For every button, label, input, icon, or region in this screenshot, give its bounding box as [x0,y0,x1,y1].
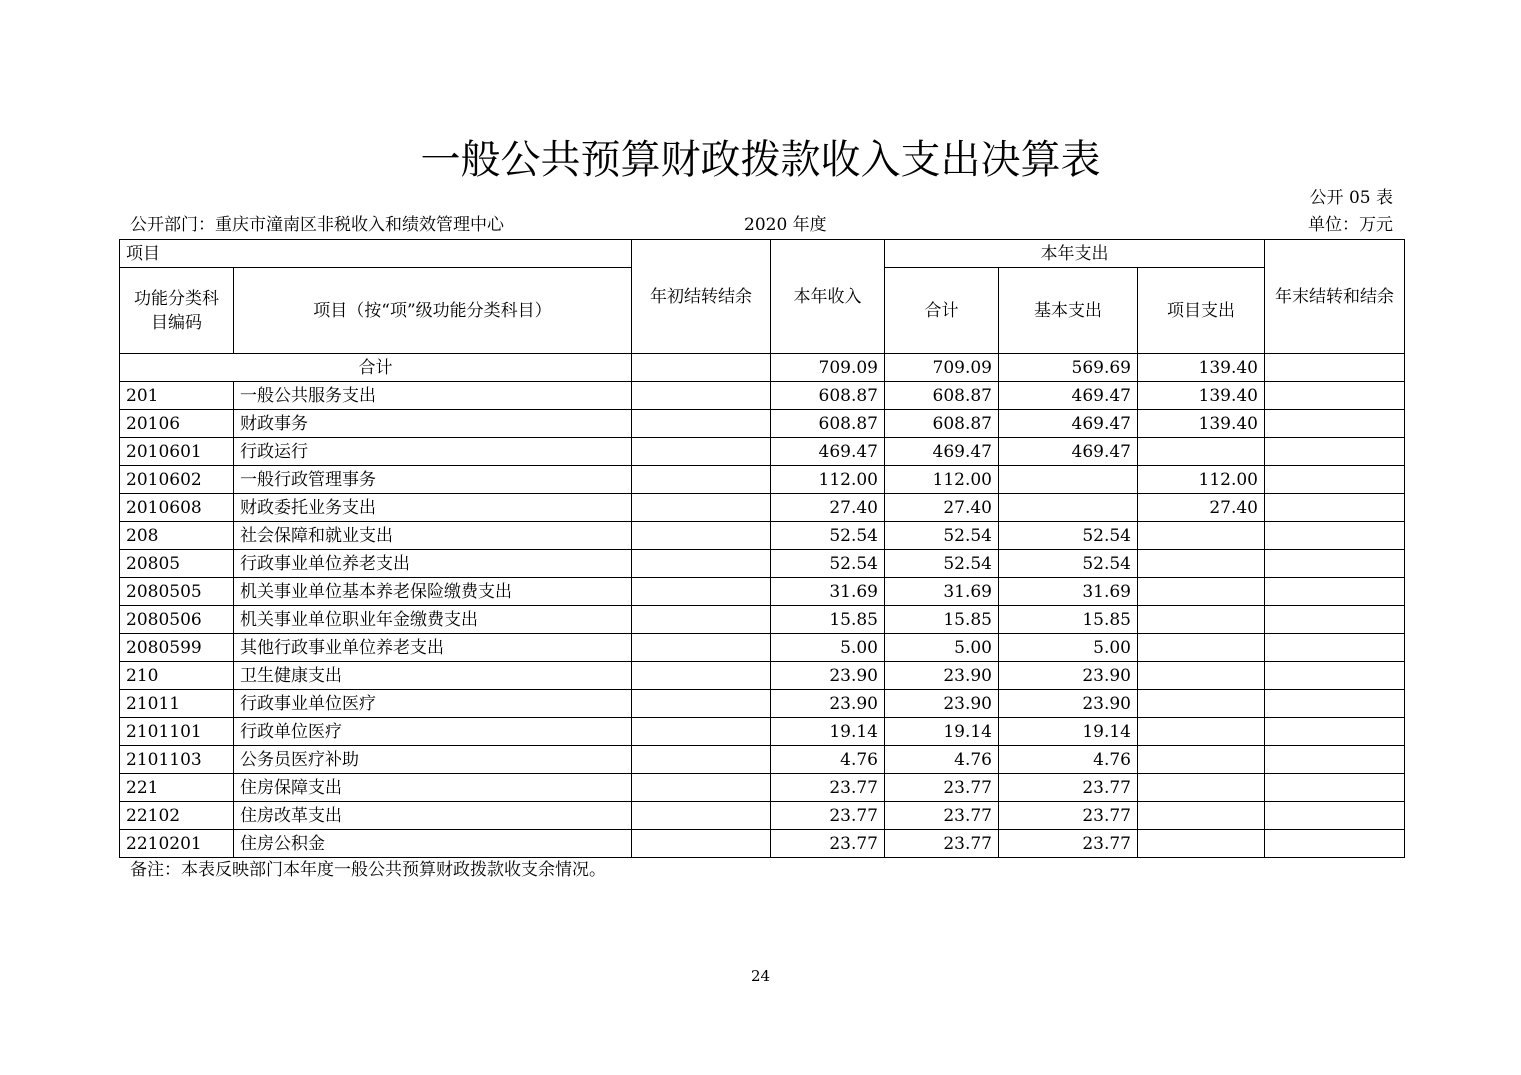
cell-opening [632,578,771,606]
header-item-name: 项目（按“项”级功能分类科目） [234,268,632,354]
cell-project: 112.00 [1138,466,1265,494]
footnote: 备注：本表反映部门本年度一般公共预算财政拨款收支余情况。 [130,860,606,880]
cell-basic: 4.76 [999,746,1138,774]
table-row [120,382,1405,410]
cell-closing [1265,578,1405,606]
cell-closing [1265,802,1405,830]
cell-opening [632,606,771,634]
header-basic: 基本支出 [999,268,1138,354]
total-income: 709.09 [771,354,885,382]
cell-closing [1265,634,1405,662]
cell-basic: 469.47 [999,382,1138,410]
page-number: 24 [750,967,771,985]
cell-total: 52.54 [885,550,999,578]
cell-opening [632,718,771,746]
fiscal-year: 2020 年度 [744,215,827,235]
cell-item-name: 行政事业单位医疗 [234,690,632,718]
cell-project [1138,606,1265,634]
cell-opening [632,690,771,718]
cell-project [1138,746,1265,774]
cell-income: 469.47 [771,438,885,466]
cell-item-name: 公务员医疗补助 [234,746,632,774]
cell-income: 15.85 [771,606,885,634]
cell-project: 139.40 [1138,410,1265,438]
cell-item-name: 一般行政管理事务 [234,466,632,494]
table-row [120,494,1405,522]
cell-item-name: 行政事业单位养老支出 [234,550,632,578]
cell-basic: 23.77 [999,830,1138,858]
total-basic: 569.69 [999,354,1138,382]
cell-code: 221 [120,774,234,802]
table-row [120,522,1405,550]
header-project: 项目支出 [1138,268,1265,354]
cell-basic [999,466,1138,494]
cell-basic: 19.14 [999,718,1138,746]
cell-basic: 5.00 [999,634,1138,662]
cell-opening [632,410,771,438]
cell-income: 608.87 [771,382,885,410]
cell-project [1138,550,1265,578]
cell-closing [1265,494,1405,522]
cell-code: 2010601 [120,438,234,466]
cell-project [1138,718,1265,746]
cell-closing [1265,830,1405,858]
header-total: 合计 [885,268,999,354]
table-row [120,802,1405,830]
cell-total: 23.90 [885,690,999,718]
cell-total: 31.69 [885,578,999,606]
table-row [120,690,1405,718]
cell-item-name: 住房改革支出 [234,802,632,830]
budget-table [119,239,1405,858]
header-row-1 [120,240,1405,268]
cell-code: 2101101 [120,718,234,746]
cell-project [1138,690,1265,718]
cell-total: 23.77 [885,774,999,802]
table-row [120,634,1405,662]
cell-project: 27.40 [1138,494,1265,522]
cell-opening [632,746,771,774]
cell-item-name: 一般公共服务支出 [234,382,632,410]
cell-closing [1265,662,1405,690]
cell-opening [632,466,771,494]
header-code: 功能分类科目编码 [120,268,234,354]
cell-income: 31.69 [771,578,885,606]
cell-income: 23.77 [771,802,885,830]
cell-project [1138,774,1265,802]
cell-opening [632,662,771,690]
cell-basic: 52.54 [999,522,1138,550]
cell-basic: 469.47 [999,410,1138,438]
total-closing [1265,354,1405,382]
page-title: 一般公共预算财政拨款收入支出决算表 [420,137,1101,183]
table-row [120,718,1405,746]
cell-project [1138,578,1265,606]
cell-income: 112.00 [771,466,885,494]
cell-total: 23.77 [885,802,999,830]
table-row [120,830,1405,858]
cell-code: 2010608 [120,494,234,522]
cell-project [1138,634,1265,662]
cell-code: 2080506 [120,606,234,634]
cell-basic [999,494,1138,522]
header-item: 项目 [120,240,632,268]
cell-closing [1265,438,1405,466]
cell-code: 22102 [120,802,234,830]
cell-closing [1265,550,1405,578]
cell-total: 608.87 [885,410,999,438]
cell-basic: 23.77 [999,802,1138,830]
cell-code: 20805 [120,550,234,578]
cell-opening [632,550,771,578]
cell-code: 2080599 [120,634,234,662]
table-row [120,466,1405,494]
cell-total: 52.54 [885,522,999,550]
cell-opening [632,522,771,550]
cell-basic: 15.85 [999,606,1138,634]
cell-income: 52.54 [771,522,885,550]
cell-basic: 23.90 [999,690,1138,718]
cell-code: 208 [120,522,234,550]
cell-project [1138,522,1265,550]
cell-opening [632,802,771,830]
cell-total: 112.00 [885,466,999,494]
total-row [120,354,1405,382]
cell-code: 2210201 [120,830,234,858]
cell-income: 27.40 [771,494,885,522]
cell-total: 5.00 [885,634,999,662]
cell-opening [632,830,771,858]
total-project: 139.40 [1138,354,1265,382]
cell-closing [1265,690,1405,718]
cell-opening [632,494,771,522]
cell-income: 23.77 [771,830,885,858]
cell-item-name: 社会保障和就业支出 [234,522,632,550]
cell-income: 23.77 [771,774,885,802]
department-label: 公开部门：重庆市潼南区非税收入和绩效管理中心 [130,215,504,235]
total-label: 合计 [120,354,632,382]
cell-code: 20106 [120,410,234,438]
cell-project [1138,662,1265,690]
table-row [120,550,1405,578]
cell-project [1138,830,1265,858]
cell-closing [1265,382,1405,410]
cell-item-name: 其他行政事业单位养老支出 [234,634,632,662]
total-opening [632,354,771,382]
cell-total: 19.14 [885,718,999,746]
cell-closing [1265,746,1405,774]
cell-total: 608.87 [885,382,999,410]
cell-code: 21011 [120,690,234,718]
header-opening-balance: 年初结转结余 [632,240,771,354]
cell-basic: 469.47 [999,438,1138,466]
table-row [120,662,1405,690]
table-row [120,606,1405,634]
cell-code: 210 [120,662,234,690]
form-number: 公开 05 表 [1309,188,1393,208]
cell-total: 4.76 [885,746,999,774]
cell-closing [1265,718,1405,746]
cell-item-name: 财政委托业务支出 [234,494,632,522]
table-row [120,578,1405,606]
cell-income: 4.76 [771,746,885,774]
table-row [120,438,1405,466]
table-row [120,774,1405,802]
cell-total: 23.90 [885,662,999,690]
cell-total: 23.77 [885,830,999,858]
header-current-expense: 本年支出 [885,240,1265,268]
cell-opening [632,382,771,410]
cell-income: 19.14 [771,718,885,746]
cell-item-name: 行政运行 [234,438,632,466]
cell-closing [1265,522,1405,550]
cell-income: 23.90 [771,690,885,718]
cell-closing [1265,606,1405,634]
cell-income: 23.90 [771,662,885,690]
cell-item-name: 财政事务 [234,410,632,438]
cell-closing [1265,410,1405,438]
cell-item-name: 住房公积金 [234,830,632,858]
cell-project: 139.40 [1138,382,1265,410]
cell-basic: 31.69 [999,578,1138,606]
cell-project [1138,802,1265,830]
header-closing-balance: 年末结转和结余 [1265,240,1405,354]
cell-item-name: 住房保障支出 [234,774,632,802]
unit-label: 单位：万元 [1308,215,1393,235]
cell-total: 27.40 [885,494,999,522]
cell-opening [632,774,771,802]
cell-income: 5.00 [771,634,885,662]
cell-item-name: 卫生健康支出 [234,662,632,690]
cell-closing [1265,774,1405,802]
cell-total: 15.85 [885,606,999,634]
header-current-income: 本年收入 [771,240,885,354]
cell-income: 608.87 [771,410,885,438]
cell-project [1138,438,1265,466]
cell-total: 469.47 [885,438,999,466]
cell-closing [1265,466,1405,494]
cell-opening [632,634,771,662]
cell-code: 2080505 [120,578,234,606]
cell-code: 2101103 [120,746,234,774]
cell-item-name: 行政单位医疗 [234,718,632,746]
cell-basic: 52.54 [999,550,1138,578]
cell-item-name: 机关事业单位职业年金缴费支出 [234,606,632,634]
cell-income: 52.54 [771,550,885,578]
total-total: 709.09 [885,354,999,382]
cell-basic: 23.90 [999,662,1138,690]
cell-basic: 23.77 [999,774,1138,802]
cell-code: 201 [120,382,234,410]
table-row [120,410,1405,438]
cell-opening [632,438,771,466]
table-row [120,746,1405,774]
cell-item-name: 机关事业单位基本养老保险缴费支出 [234,578,632,606]
cell-code: 2010602 [120,466,234,494]
